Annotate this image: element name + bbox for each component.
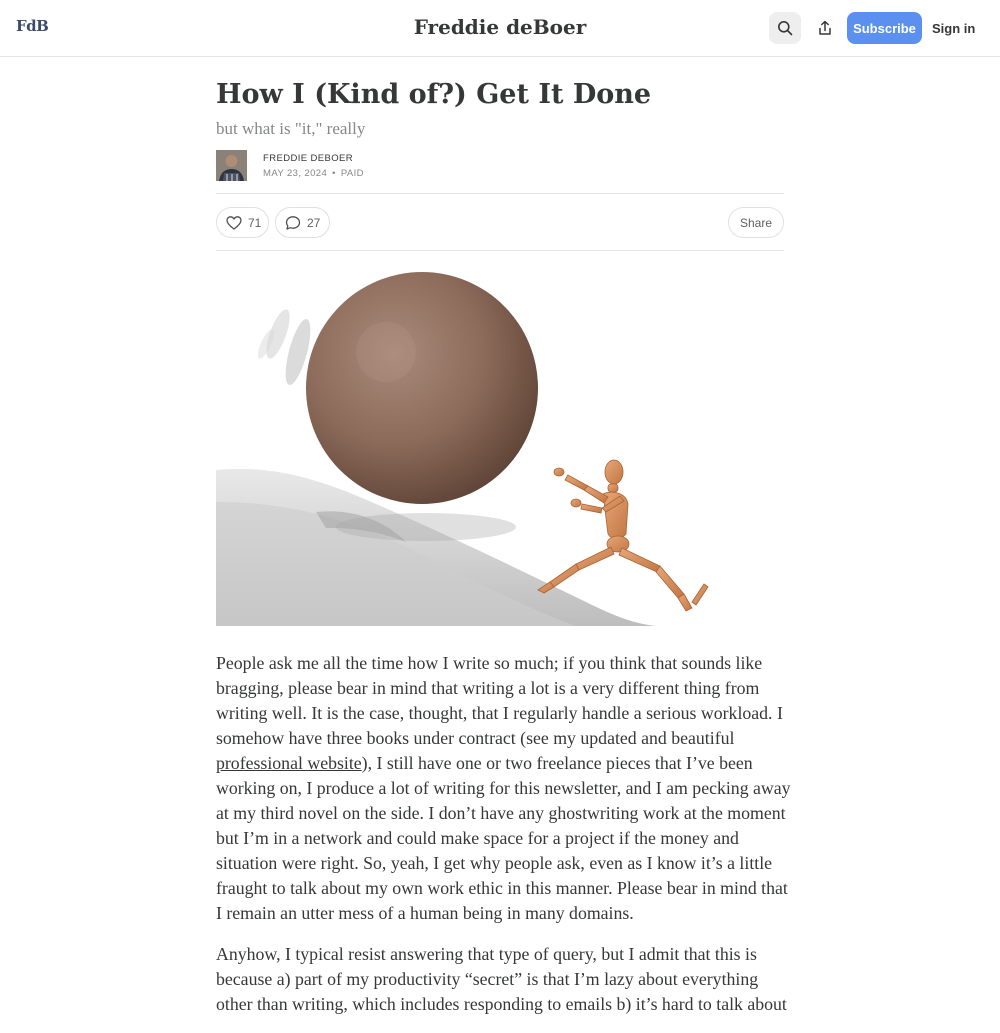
comments-button[interactable] [275,207,330,238]
post-meta [263,168,364,179]
share-icon [817,20,833,36]
author-avatar[interactable] [216,150,247,181]
divider [216,250,784,251]
access-badge: PAID [340,168,364,179]
author-name[interactable]: FREDDIE DEBOER [263,153,354,164]
paragraph: Anyhow, I typical resist answering that type of query, but I admit that this is because a) part of my productivity “secret” is that I’m lazy about everything other than writing, which includes responding to emails b) it’s hard to talk about [216,944,787,1014]
like-button[interactable] [216,207,269,238]
professional-website-link[interactable]: professional website [216,753,362,773]
search-button[interactable] [769,12,801,44]
heart-icon [226,215,242,231]
post-subtitle: but what is "it," really [216,119,366,138]
like-count: 71 [248,215,262,230]
hero-image[interactable] [216,272,784,626]
comment-count: 27 [307,215,321,230]
top-navigation-bar [0,0,1000,57]
article-body [216,651,796,1033]
site-title[interactable]: Freddie deBoer [413,15,587,39]
post-title: How I (Kind of?) Get It Done [216,79,652,110]
meta-separator: • [332,168,336,179]
paragraph-text: ), I still have one or two freelance pieces that I’ve been working on, I produce a lot of writing for this newsletter, and I am pecking away at my third novel on the side. I don’t have any ghostwriting work at the moment but I’m in a network and could make space for a project if the money and situation were right. So, yeah, I get why people ask, even as I know it’s a little fraught to talk about my own work ethic in this manner. Please bear in mind that I remain an utter mess of a human being in many domains. [216,753,791,923]
share-button[interactable] [809,12,841,44]
search-icon [777,20,793,36]
divider [216,193,784,194]
post-date: MAY 23, 2024 [263,168,328,179]
site-logo[interactable]: FdB [16,17,49,35]
paragraph-text: People ask me all the time how I write so much; if you think that sounds like bragging, please bear in mind that writing a lot is a very different thing from writing well. It is the case, thought, that I regularly handle a serious workload. I somehow have three books under contract (see my updated and beautiful [216,653,783,748]
paragraph [216,651,796,926]
subscribe-button[interactable]: Subscribe [847,12,922,44]
share-post-button[interactable]: Share [728,207,784,238]
comment-icon [285,215,301,231]
sign-in-button[interactable]: Sign in [932,20,976,36]
